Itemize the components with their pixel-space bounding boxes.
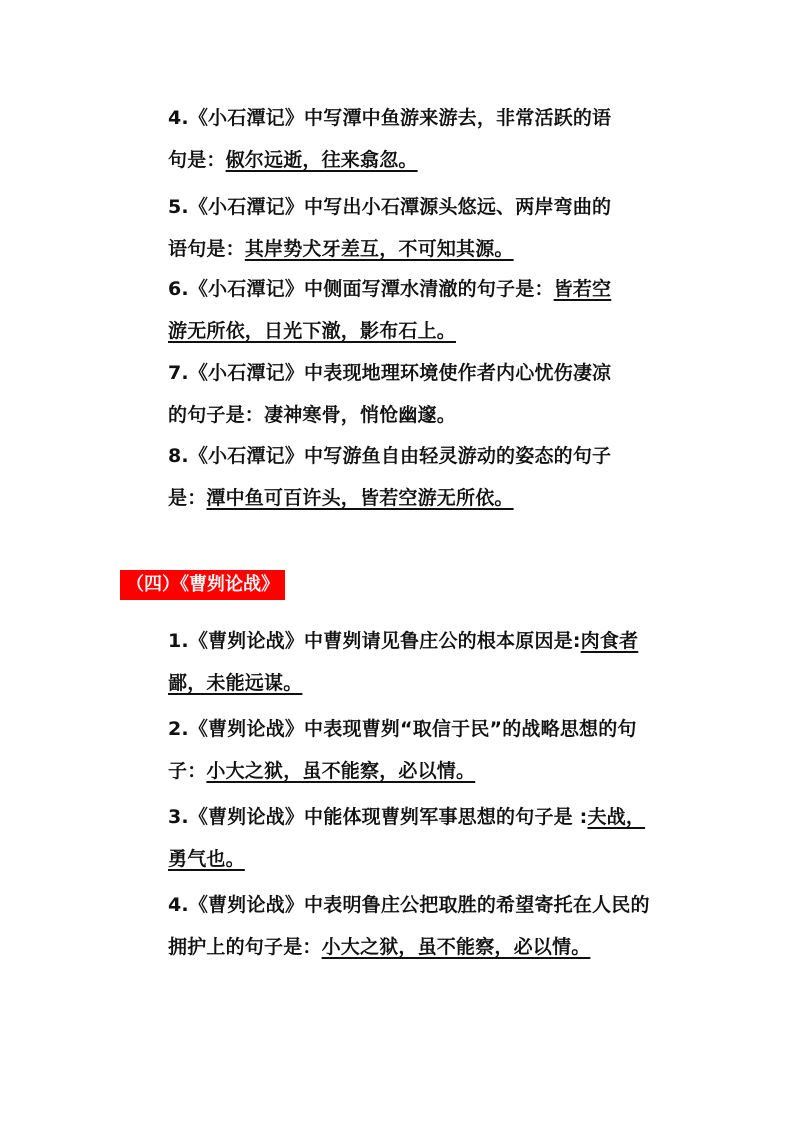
answer-text: 小大之狱，虽不能察，必以情。 <box>206 760 476 782</box>
answer-text: 皆若空 <box>553 278 612 300</box>
question-prefix: 句是： <box>168 149 226 171</box>
list-item <box>168 352 638 436</box>
list-item <box>168 708 638 792</box>
answer-line <box>168 139 638 181</box>
question-prefix: 语句是： <box>168 238 245 260</box>
question-line <box>168 796 646 838</box>
answer-line <box>168 477 638 519</box>
answer-text: 潭中鱼可百许头，皆若空游无所依。 <box>206 487 514 509</box>
question-line <box>168 620 638 662</box>
question-line: 4.《曹刿论战》中表明鲁庄公把取胜的希望寄托在人民的 <box>168 894 650 916</box>
question-line <box>168 268 638 310</box>
question-line: 8.《小石潭记》中写游鱼自由轻灵游动的姿态的句子 <box>168 445 612 467</box>
question-prefix: 拥护上的句子是： <box>168 936 322 958</box>
answer-line <box>168 662 638 704</box>
list-item <box>168 796 646 880</box>
answer-line: 的句子是：凄神寒骨，悄怆幽邃。 <box>168 404 457 426</box>
question-prefix: 是： <box>168 487 207 509</box>
answer-text: 小大之狱，虽不能察，必以情。 <box>321 936 591 958</box>
answer-line <box>168 310 638 352</box>
question-prefix: 1.《曹刿论战》中曹刿请见鲁庄公的根本原因是: <box>168 630 581 652</box>
answer-text: 其岸势犬牙差互，不可知其源。 <box>244 238 514 260</box>
answer-text: 游无所依，日光下澈，影布石上。 <box>168 320 457 342</box>
list-item <box>168 268 638 352</box>
answer-line <box>168 750 638 792</box>
list-item <box>168 884 650 968</box>
list-item <box>168 186 638 270</box>
question-prefix: 3.《曹刿论战》中能体现曹刿军事思想的句子是 : <box>168 806 588 828</box>
answer-line <box>168 926 638 968</box>
answer-line <box>168 838 638 880</box>
answer-text: 鄙，未能远谋。 <box>168 672 303 694</box>
question-line: 5.《小石潭记》中写出小石潭源头悠远、两岸弯曲的 <box>168 196 612 218</box>
question-line: 7.《小石潭记》中表现地理环境使作者内心忧伤凄凉 <box>168 362 612 384</box>
question-prefix: 6.《小石潭记》中侧面写潭水清澈的句子是： <box>168 278 554 300</box>
answer-text: 俶尔远逝，往来翕忽。 <box>225 149 418 171</box>
question-line: 4.《小石潭记》中写潭中鱼游来游去，非常活跃的语 <box>168 107 612 129</box>
list-item <box>168 435 638 519</box>
answer-text: 勇气也。 <box>168 848 245 870</box>
section-header: （四）《曹刿论战》 <box>120 570 285 600</box>
list-item <box>168 620 638 704</box>
question-prefix: 子： <box>168 760 207 782</box>
answer-line <box>168 228 638 270</box>
answer-text: 肉食者 <box>580 630 639 652</box>
answer-text: 夫战， <box>587 806 646 828</box>
list-item <box>168 97 638 181</box>
question-line: 2.《曹刿论战》中表现曹刿“取信于民”的战略思想的句 <box>168 718 637 740</box>
